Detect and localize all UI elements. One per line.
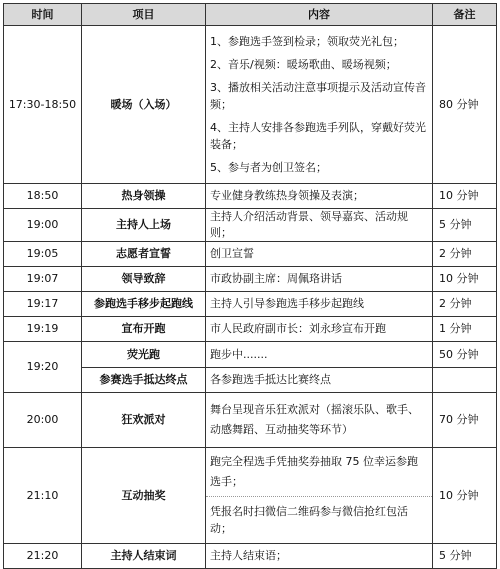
content-cell: 主持人介绍活动背景、领导嘉宾、活动规则； <box>206 209 433 242</box>
time-cell: 19:05 <box>4 242 82 267</box>
item-cell: 参赛选手抵达终点 <box>82 368 206 393</box>
table-row <box>4 317 497 342</box>
table-row <box>4 544 497 569</box>
item-cell: 互动抽奖 <box>82 448 206 544</box>
note-cell: 2 分钟 <box>433 242 497 267</box>
content-cell: 跑步中....... <box>206 342 433 368</box>
item-cell: 暖场（入场） <box>82 26 206 184</box>
item-cell: 荧光跑 <box>82 342 206 368</box>
content-cell: 舞台呈现音乐狂欢派对（摇滚乐队、歌手、动感舞蹈、互动抽奖等环节） <box>206 393 433 448</box>
content-line: 跑完全程选手凭抽奖券抽取 75 位幸运参跑选手； <box>210 455 418 488</box>
header-note: 备注 <box>433 4 497 26</box>
item-cell: 主持人上场 <box>82 209 206 242</box>
schedule-table <box>3 3 497 569</box>
table-row <box>4 209 497 242</box>
table-row <box>4 267 497 292</box>
content-cell <box>206 26 433 184</box>
time-cell: 19:17 <box>4 292 82 317</box>
item-cell: 领导致辞 <box>82 267 206 292</box>
time-cell: 19:07 <box>4 267 82 292</box>
content-cell: 创卫宣誓 <box>206 242 433 267</box>
time-cell: 21:10 <box>4 448 82 544</box>
item-cell: 主持人结束词 <box>82 544 206 569</box>
content-line: 5、参与者为创卫签名； <box>210 161 327 174</box>
note-cell: 1 分钟 <box>433 317 497 342</box>
table-row <box>4 184 497 209</box>
time-cell: 21:20 <box>4 544 82 569</box>
header-content: 内容 <box>206 4 433 26</box>
time-cell: 19:19 <box>4 317 82 342</box>
header-item: 项目 <box>82 4 206 26</box>
content-line: 4、主持人安排各参跑选手列队，穿戴好荧光装备； <box>210 121 426 151</box>
item-cell: 热身领操 <box>82 184 206 209</box>
time-cell: 20:00 <box>4 393 82 448</box>
time-cell: 18:50 <box>4 184 82 209</box>
note-cell: 10 分钟 <box>433 448 497 544</box>
content-line: 1、参跑选手签到检录；领取荧光礼包； <box>210 35 404 48</box>
table-row <box>4 448 497 544</box>
note-cell: 10 分钟 <box>433 184 497 209</box>
table-row <box>4 292 497 317</box>
content-cell: 主持人引导参跑选手移步起跑线 <box>206 292 433 317</box>
note-cell: 80 分钟 <box>433 26 497 184</box>
note-cell: 70 分钟 <box>433 393 497 448</box>
item-cell: 狂欢派对 <box>82 393 206 448</box>
note-cell <box>433 368 497 393</box>
header-time: 时间 <box>4 4 82 26</box>
table-row <box>4 393 497 448</box>
time-cell: 19:00 <box>4 209 82 242</box>
note-cell: 10 分钟 <box>433 267 497 292</box>
time-cell: 19:20 <box>4 342 82 393</box>
note-cell: 50 分钟 <box>433 342 497 368</box>
item-cell: 志愿者宣誓 <box>82 242 206 267</box>
table-row <box>4 242 497 267</box>
item-cell: 参跑选手移步起跑线 <box>82 292 206 317</box>
content-line: 2、音乐/视频：暖场歌曲、暖场视频； <box>210 58 397 71</box>
content-cell <box>206 448 433 544</box>
content-line: 凭报名时扫微信二维码参与微信抢红包活动； <box>206 496 432 543</box>
header-row <box>4 4 497 26</box>
note-cell: 5 分钟 <box>433 544 497 569</box>
item-cell: 宣布开跑 <box>82 317 206 342</box>
content-cell: 主持人结束语； <box>206 544 433 569</box>
note-cell: 2 分钟 <box>433 292 497 317</box>
content-line: 3、播放相关活动注意事项提示及活动宣传音频； <box>210 81 426 111</box>
table-row <box>4 26 497 184</box>
note-cell: 5 分钟 <box>433 209 497 242</box>
table-row <box>4 342 497 368</box>
content-cell: 市政协副主席：周佩珞讲话 <box>206 267 433 292</box>
content-cell: 专业健身教练热身领操及表演； <box>206 184 433 209</box>
content-cell: 各参跑选手抵达比赛终点 <box>206 368 433 393</box>
content-cell: 市人民政府副市长：刘永珍宣布开跑 <box>206 317 433 342</box>
time-cell: 17:30-18:50 <box>4 26 82 184</box>
